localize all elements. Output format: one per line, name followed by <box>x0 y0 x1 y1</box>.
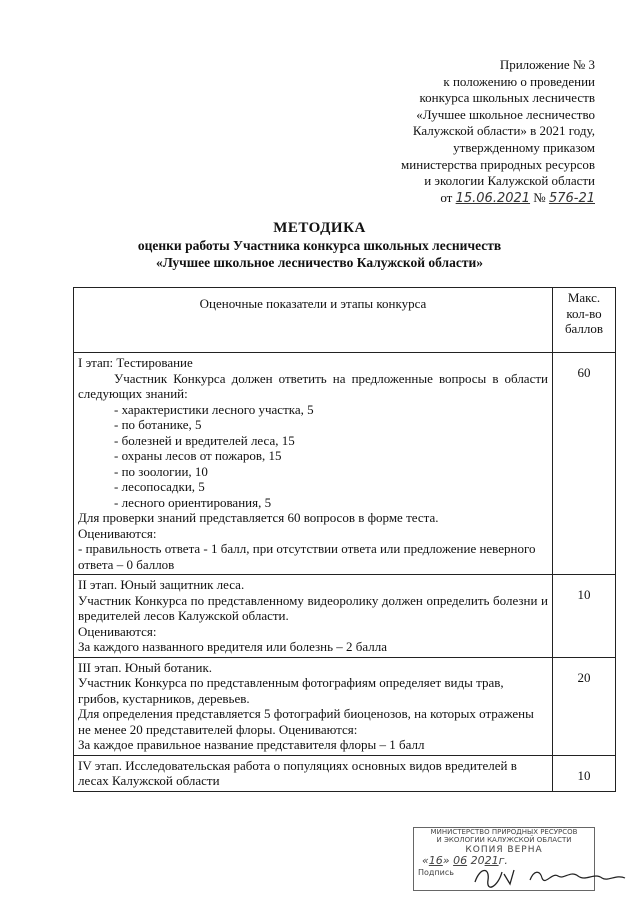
stage3-title: III этап. Юный ботаник. <box>78 659 213 675</box>
stage4-cell <box>74 755 553 791</box>
stage1-check: Для проверки знаний представляется 60 вопросов в форме теста. <box>78 510 439 525</box>
stage2-evaluated: Оцениваются: <box>78 623 157 639</box>
appendix-block <box>315 57 595 207</box>
appendix-line: конкурса школьных лесничеств <box>419 90 595 106</box>
order-date-line <box>315 190 595 208</box>
appendix-line: утвержденному приказом <box>453 139 595 155</box>
evaluation-table <box>73 287 616 792</box>
stage4-score: 10 <box>553 755 616 791</box>
document-title <box>0 220 639 271</box>
stage1-title: I этап: Тестирование <box>78 355 193 370</box>
date-prefix: от <box>440 189 453 205</box>
stamp-line1: МИНИСТЕРСТВО ПРИРОДНЫХ РЕСУРСОВ <box>430 828 578 836</box>
appendix-line: Приложение № 3 <box>499 57 595 72</box>
table-row <box>74 755 616 791</box>
stamp-day: 16 <box>428 854 443 867</box>
stamp-month: 06 <box>453 854 468 867</box>
stage3-cell <box>74 657 553 755</box>
stage2-cell <box>74 575 553 658</box>
list-item: - лесного ориентирования, 5 <box>114 494 272 510</box>
stage1-cell <box>74 353 553 575</box>
stage2-title: II этап. Юный защитник леса. <box>78 577 245 592</box>
table-row <box>74 657 616 755</box>
title-line3: «Лучшее школьное лесничество Калужской области» <box>155 255 484 270</box>
handwritten-signature-icon <box>470 862 630 890</box>
table-row <box>74 353 616 575</box>
order-number: 576-21 <box>548 190 595 206</box>
stamp-year-prefix: 20 <box>470 854 485 867</box>
stage3-rule: За каждое правильное название представителя флоры – 1 балл <box>78 737 425 752</box>
stage3-text2: Для определения представляется 5 фотографий биоценозов, на которых отражены не менее 20 представителей флоры. Оцениваются: <box>78 706 534 737</box>
stamp-sign-label: Подпись <box>418 868 454 877</box>
header-criteria: Оценочные показатели и этапы конкурса <box>74 288 553 353</box>
list-item: - характеристики лесного участка, 5 <box>114 401 314 417</box>
stage1-evaluated: Оцениваются: <box>78 525 157 541</box>
list-item: - по ботанике, 5 <box>114 417 202 432</box>
title-line2: оценки работы Участника конкурса школьных лесничеств <box>137 238 502 253</box>
appendix-line: и экологии Калужской области <box>424 173 595 189</box>
list-item: - охраны лесов от пожаров, 15 <box>114 448 282 463</box>
header-max-score: Макс. кол-во баллов <box>553 288 616 353</box>
number-prefix: № <box>533 189 546 205</box>
list-item: - по зоологии, 10 <box>114 463 208 479</box>
table-header-row <box>74 288 616 353</box>
stamp-year-suffix: г. <box>498 854 508 867</box>
list-item: - лесопосадки, 5 <box>114 479 205 494</box>
appendix-line: к положению о проведении <box>443 73 595 89</box>
stage1-score: 60 <box>553 353 616 575</box>
stage3-text: Участник Конкурса по представленным фотографиям определяет виды трав, грибов, кустарников, деревьев. <box>78 675 504 706</box>
table-row <box>74 575 616 658</box>
title-main: МЕТОДИКА <box>273 220 366 236</box>
stamp-year: 21 <box>484 854 499 867</box>
stage1-intro: Участник Конкурса должен ответить на предложенные вопросы в области следующих знаний: <box>78 370 548 401</box>
appendix-line: Калужской области» в 2021 году, <box>412 123 595 139</box>
stage2-rule: За каждого названного вредителя или болезнь – 2 балла <box>78 639 388 654</box>
stamp-date: «16» 06 2021г. <box>422 854 508 867</box>
appendix-line: министерства природных ресурсов <box>401 156 595 172</box>
appendix-line: «Лучшее школьное лесничество <box>416 106 595 122</box>
list-item: - болезней и вредителей леса, 15 <box>114 432 295 448</box>
stage1-rule: - правильность ответа - 1 балл, при отсутствии ответа или предложение неверного ответа – 0 баллов <box>78 541 536 572</box>
stage3-score: 20 <box>553 657 616 755</box>
stamp-line2: И ЭКОЛОГИИ КАЛУЖСКОЙ ОБЛАСТИ <box>436 836 572 844</box>
stamp-copy-true: КОПИЯ ВЕРНА <box>465 845 543 855</box>
stage4-title: IV этап. Исследовательская работа о популяциях основных видов вредителей в лесах Калужской области <box>78 757 517 788</box>
order-date: 15.06.2021 <box>455 190 531 206</box>
stage2-text: Участник Конкурса по представленному видеоролику должен определить болезни и вредителей лесов Калужской области. <box>78 592 548 623</box>
stage2-score: 10 <box>553 575 616 658</box>
